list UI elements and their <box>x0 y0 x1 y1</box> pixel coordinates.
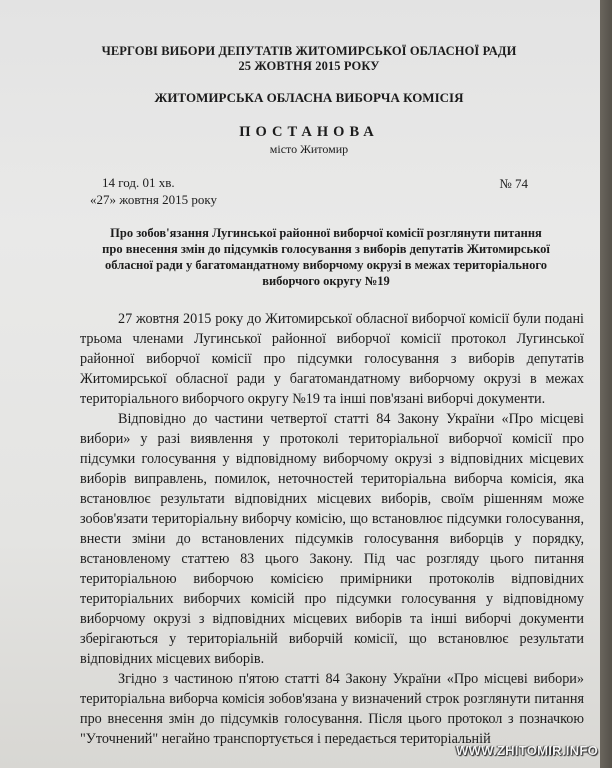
document-city: місто Житомир <box>269 142 349 156</box>
document-time: 14 год. 01 хв. <box>102 175 175 190</box>
document-type: ПОСТАНОВА <box>239 124 379 140</box>
document-number: № 74 <box>499 176 528 191</box>
election-title <box>32 44 586 74</box>
site-watermark: WWW.ZHITOMIR.INFO <box>455 743 598 758</box>
document-date: «27» жовтня 2015 року <box>90 192 217 207</box>
election-title-line1: ЧЕРГОВІ ВИБОРИ ДЕПУТАТІВ ЖИТОМИРСЬКОЇ ОБЛАСНОЇ РАДИ <box>101 44 517 58</box>
document-body <box>80 309 584 749</box>
document-meta <box>32 175 586 209</box>
body-paragraph-1: 27 жовтня 2015 року до Житомирської обласної виборчої комісії були подані трьома членами Лугинської районної виборчої комісії протокол Лугинської районної виборчої комісії про підсумки голосування з виборів депутатів Житомирської обласної ради у багатомандатному виборчому окрузі в межах територіального виборчого округу №19 та інші пов'язані виборчі документи. <box>80 311 584 407</box>
body-paragraph-2: Відповідно до частини четвертої статті 84 Закону України «Про місцеві вибори» у разі виявлення у протоколі територіальної виборчої комісії про підсумки голосування у відповідному виборчому окрузі з відповідних місцевих виборів виправлень, помилок, неточностей територіальна виборча комісія, яка встановлює результати відповідних місцевих виборів, своїм рішенням може зобов'язати територіальну виборчу комісію, що встановлює підсумки голосування, внести зміни до встановлених підсумків голосування виборців у порядку, встановленому статтею 83 цього Закону. Під час розгляду цього питання територіальною виборчою комісією примірники протоколів відповідних територіальних виборчих комісій про підсумки голосування у відповідному виборчому окрузі з відповідних місцевих виборів та інші виборчі документи зберігаються у територіальній виборчій комісії, що встановлює результати відповідних місцевих виборів. <box>80 411 584 667</box>
commission-name: ЖИТОМИРСЬКА ОБЛАСНА ВИБОРЧА КОМІСІЯ <box>154 90 464 105</box>
election-title-line2: 25 ЖОВТНЯ 2015 РОКУ <box>238 59 380 73</box>
body-paragraph-3: Згідно з частиною п'ятою статті 84 Закону України «Про місцеві вибори» територіальна виборча комісія зобов'язана у визначений строк розглянути питання про внесення змін до підсумків голосування. Після цього протокол з позначкою "Уточнений" негайно транспортується і передається територіальній <box>80 671 584 747</box>
document-subject: Про зобов'язання Лугинської районної виборчої комісії розглянути питання про внесення змін до підсумків голосування з виборів депутатів Житомирської обласної ради у багатомандатному виборчому окрузі в межах територіального виборчого округу №19 <box>102 226 550 288</box>
